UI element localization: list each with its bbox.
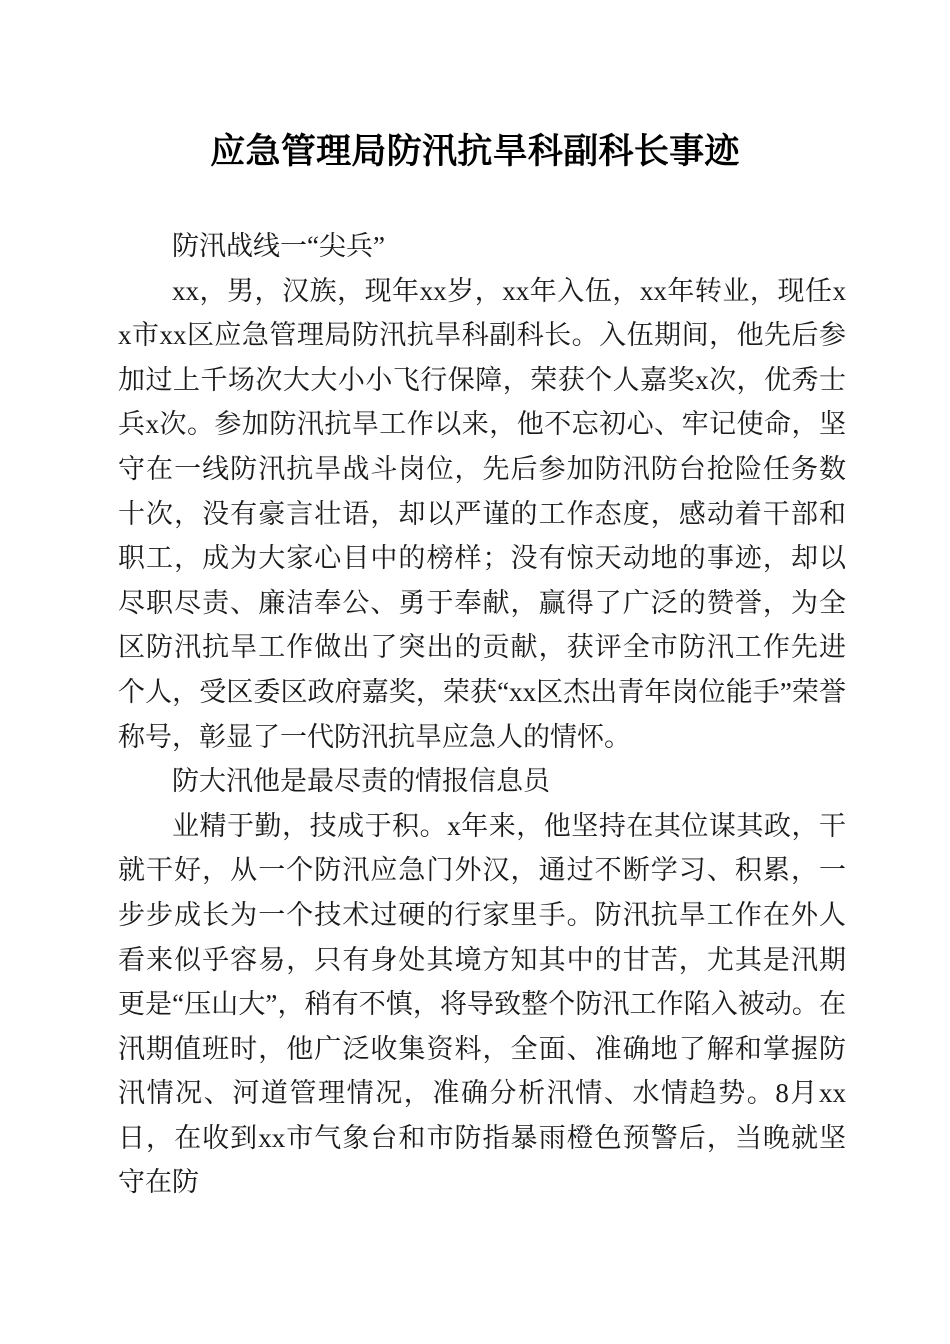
document-body bbox=[118, 224, 846, 1205]
paragraph-work-details: 业精于勤，技成于积。x年来，他坚持在其位谋其政，干就干好，从一个防汛应急门外汉，通过不断学习、积累，一步步成长为一个技术过硬的行家里手。防汛抗旱工作在外人看来似乎容易，只有身处其境方知其中的甘苦，尤其是汛期更是“压山大”，稍有不慎，将导致整个防汛工作陷入被动。在汛期值班时，他广泛收集资料，全面、准确地了解和掌握防汛情况、河道管理情况，准确分析汛情、水情趋势。8月xx日，在收到xx市气象台和市防指暴雨橙色预警后，当晚就坚守在防 bbox=[118, 810, 846, 1198]
paragraph-subheading-flood-vanguard: 防汛战线一“尖兵” bbox=[172, 231, 385, 261]
paragraph-biography: xx，男，汉族，现年xx岁，xx年入伍，xx年转业，现任xx市xx区应急管理局防汛抗旱科副科长。入伍期间，他先后参加过上千场次大大小小飞行保障，荣获个人嘉奖x次，优秀士兵x次。参加防汛抗旱工作以来，他不忘初心、牢记使命，坚守在一线防汛抗旱战斗岗位，先后参加防汛防台抢险任务数十次，没有豪言壮语，却以严谨的工作态度，感动着干部和职工，成为大家心目中的榜样；没有惊天动地的事迹，却以尽职尽责、廉洁奉公、勇于奉献，赢得了广泛的赞誉，为全区防汛抗旱工作做出了突出的贡献，获评全市防汛工作先进个人，受区委区政府嘉奖，荣获“xx区杰出青年岗位能手”荣誉称号，彰显了一代防汛抗旱应急人的情怀。 bbox=[118, 275, 846, 752]
document-title: 应急管理局防汛抗旱科副科长事迹 bbox=[210, 132, 740, 171]
paragraph-subheading-intelligence-officer: 防大汛他是最尽责的情报信息员 bbox=[172, 766, 550, 797]
